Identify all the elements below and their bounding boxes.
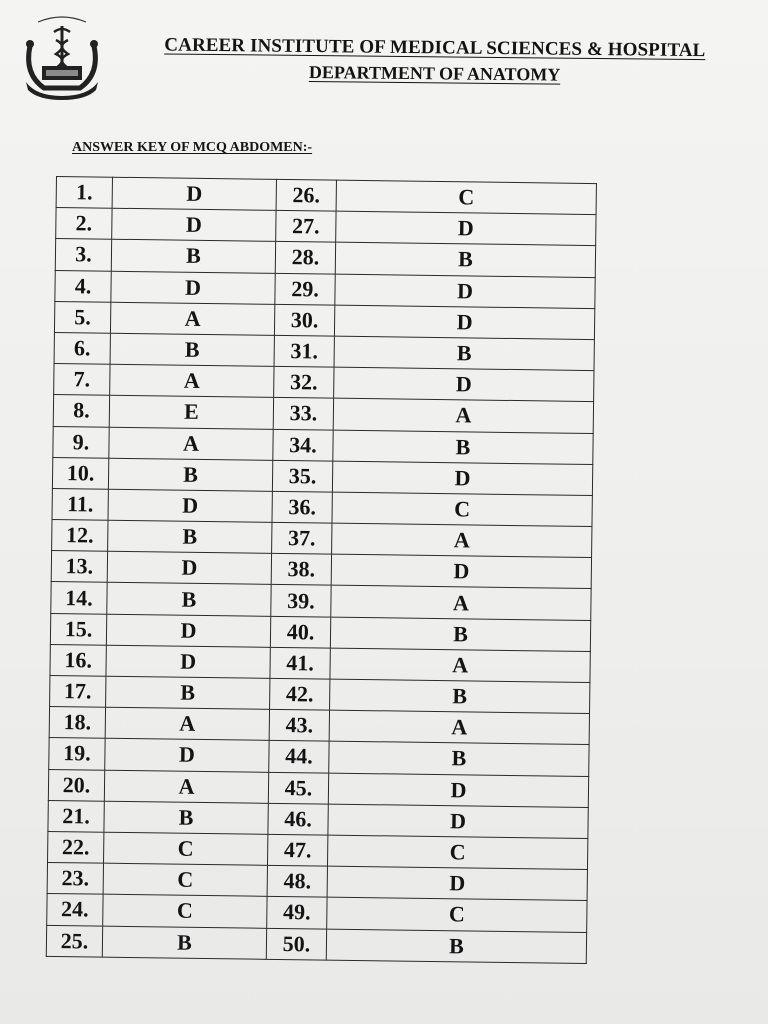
answer-letter: C: [336, 180, 596, 215]
answer-letter: B: [111, 240, 275, 273]
answer-letter: B: [334, 336, 594, 371]
answer-letter: B: [330, 679, 590, 714]
answer-letter: A: [330, 648, 590, 683]
table-row: [46, 925, 586, 963]
answer-letter: D: [332, 461, 592, 496]
question-number: 40.: [270, 616, 330, 648]
department-title: DEPARTMENT OF ANATOMY: [308, 61, 561, 85]
question-number: 43.: [269, 710, 329, 742]
answer-letter: C: [327, 835, 587, 870]
answer-letter: B: [330, 617, 590, 652]
answer-letter: A: [332, 523, 592, 558]
question-number: 32.: [274, 366, 334, 398]
question-number: 41.: [270, 647, 330, 679]
answer-letter: D: [106, 645, 270, 678]
question-number: 14.: [51, 582, 107, 614]
answer-table: [46, 176, 597, 964]
question-number: 49.: [267, 897, 327, 929]
question-number: 24.: [47, 894, 103, 926]
answer-letter: D: [336, 211, 596, 246]
answer-letter: D: [112, 208, 276, 241]
question-number: 6.: [54, 332, 110, 364]
institution-title: CAREER INSTITUTE OF MEDICAL SCIENCES & HOSPITAL: [164, 34, 706, 62]
question-number: 3.: [55, 239, 111, 271]
institute-logo-icon: [16, 12, 108, 100]
answer-letter: B: [102, 926, 266, 959]
answer-letter: A: [333, 398, 593, 433]
answer-letter: B: [108, 458, 272, 491]
question-number: 4.: [55, 270, 111, 302]
answer-letter: D: [331, 554, 591, 589]
question-number: 22.: [48, 831, 104, 863]
answer-letter: B: [108, 520, 272, 553]
answer-letter: C: [332, 492, 592, 527]
question-number: 50.: [266, 928, 326, 960]
question-number: 25.: [46, 925, 102, 957]
answer-letter: D: [328, 773, 588, 808]
answer-letter: D: [108, 489, 272, 522]
question-number: 18.: [49, 707, 105, 739]
question-number: 31.: [274, 335, 334, 367]
question-number: 33.: [273, 398, 333, 430]
question-number: 21.: [48, 800, 104, 832]
answer-letter: B: [107, 583, 271, 616]
question-number: 37.: [272, 522, 332, 554]
answer-key-heading: ANSWER KEY OF MCQ ABDOMEN:-: [72, 140, 313, 155]
question-number: 38.: [271, 554, 331, 586]
answer-letter: B: [104, 801, 268, 834]
question-number: 42.: [270, 678, 330, 710]
answer-letter: B: [329, 741, 589, 776]
question-number: 26.: [276, 179, 336, 211]
question-number: 48.: [267, 865, 327, 897]
question-number: 47.: [267, 834, 327, 866]
answer-table-wrapper: [46, 176, 596, 964]
answer-letter: A: [109, 427, 273, 460]
answer-letter: D: [105, 739, 269, 772]
question-number: 12.: [52, 520, 108, 552]
question-number: 2.: [56, 208, 112, 240]
question-number: 35.: [272, 460, 332, 492]
question-number: 13.: [51, 551, 107, 583]
answer-letter: B: [110, 333, 274, 366]
answer-letter: C: [327, 897, 587, 932]
answer-letter: A: [329, 710, 589, 745]
answer-letter: C: [103, 894, 267, 927]
question-number: 15.: [50, 613, 106, 645]
question-number: 36.: [272, 491, 332, 523]
answer-letter: D: [328, 804, 588, 839]
question-number: 23.: [47, 863, 103, 895]
answer-letter: D: [111, 271, 275, 304]
question-number: 1.: [56, 177, 112, 209]
answer-letter: D: [334, 305, 594, 340]
question-number: 29.: [275, 273, 335, 305]
answer-letter: A: [105, 707, 269, 740]
question-number: 19.: [49, 738, 105, 770]
question-number: 20.: [48, 769, 104, 801]
question-number: 11.: [52, 488, 108, 520]
answer-letter: A: [110, 302, 274, 335]
question-number: 45.: [268, 772, 328, 804]
question-number: 10.: [52, 457, 108, 489]
question-number: 39.: [271, 585, 331, 617]
question-number: 5.: [54, 301, 110, 333]
answer-letter: D: [327, 866, 587, 901]
question-number: 9.: [53, 426, 109, 458]
question-number: 30.: [274, 304, 334, 336]
question-number: 16.: [50, 644, 106, 676]
question-number: 17.: [50, 675, 106, 707]
answer-letter: A: [110, 364, 274, 397]
question-number: 46.: [268, 803, 328, 835]
answer-letter: B: [333, 430, 593, 465]
document-header: [120, 34, 750, 88]
answer-letter: B: [106, 676, 270, 709]
question-number: 27.: [276, 211, 336, 243]
question-number: 34.: [273, 429, 333, 461]
question-number: 44.: [269, 741, 329, 773]
answer-letter: C: [103, 863, 267, 896]
answer-table-body: [46, 177, 596, 964]
answer-letter: D: [112, 177, 276, 210]
answer-letter: D: [334, 367, 594, 402]
question-number: 28.: [275, 242, 335, 274]
answer-letter: E: [109, 396, 273, 429]
answer-letter: B: [335, 243, 595, 278]
answer-letter: A: [331, 586, 591, 621]
answer-letter: A: [104, 770, 268, 803]
answer-letter: D: [335, 274, 595, 309]
answer-letter: B: [326, 929, 586, 964]
answer-letter: D: [107, 551, 271, 584]
question-number: 8.: [53, 395, 109, 427]
answer-letter: C: [104, 832, 268, 865]
answer-letter: D: [106, 614, 270, 647]
question-number: 7.: [54, 364, 110, 396]
